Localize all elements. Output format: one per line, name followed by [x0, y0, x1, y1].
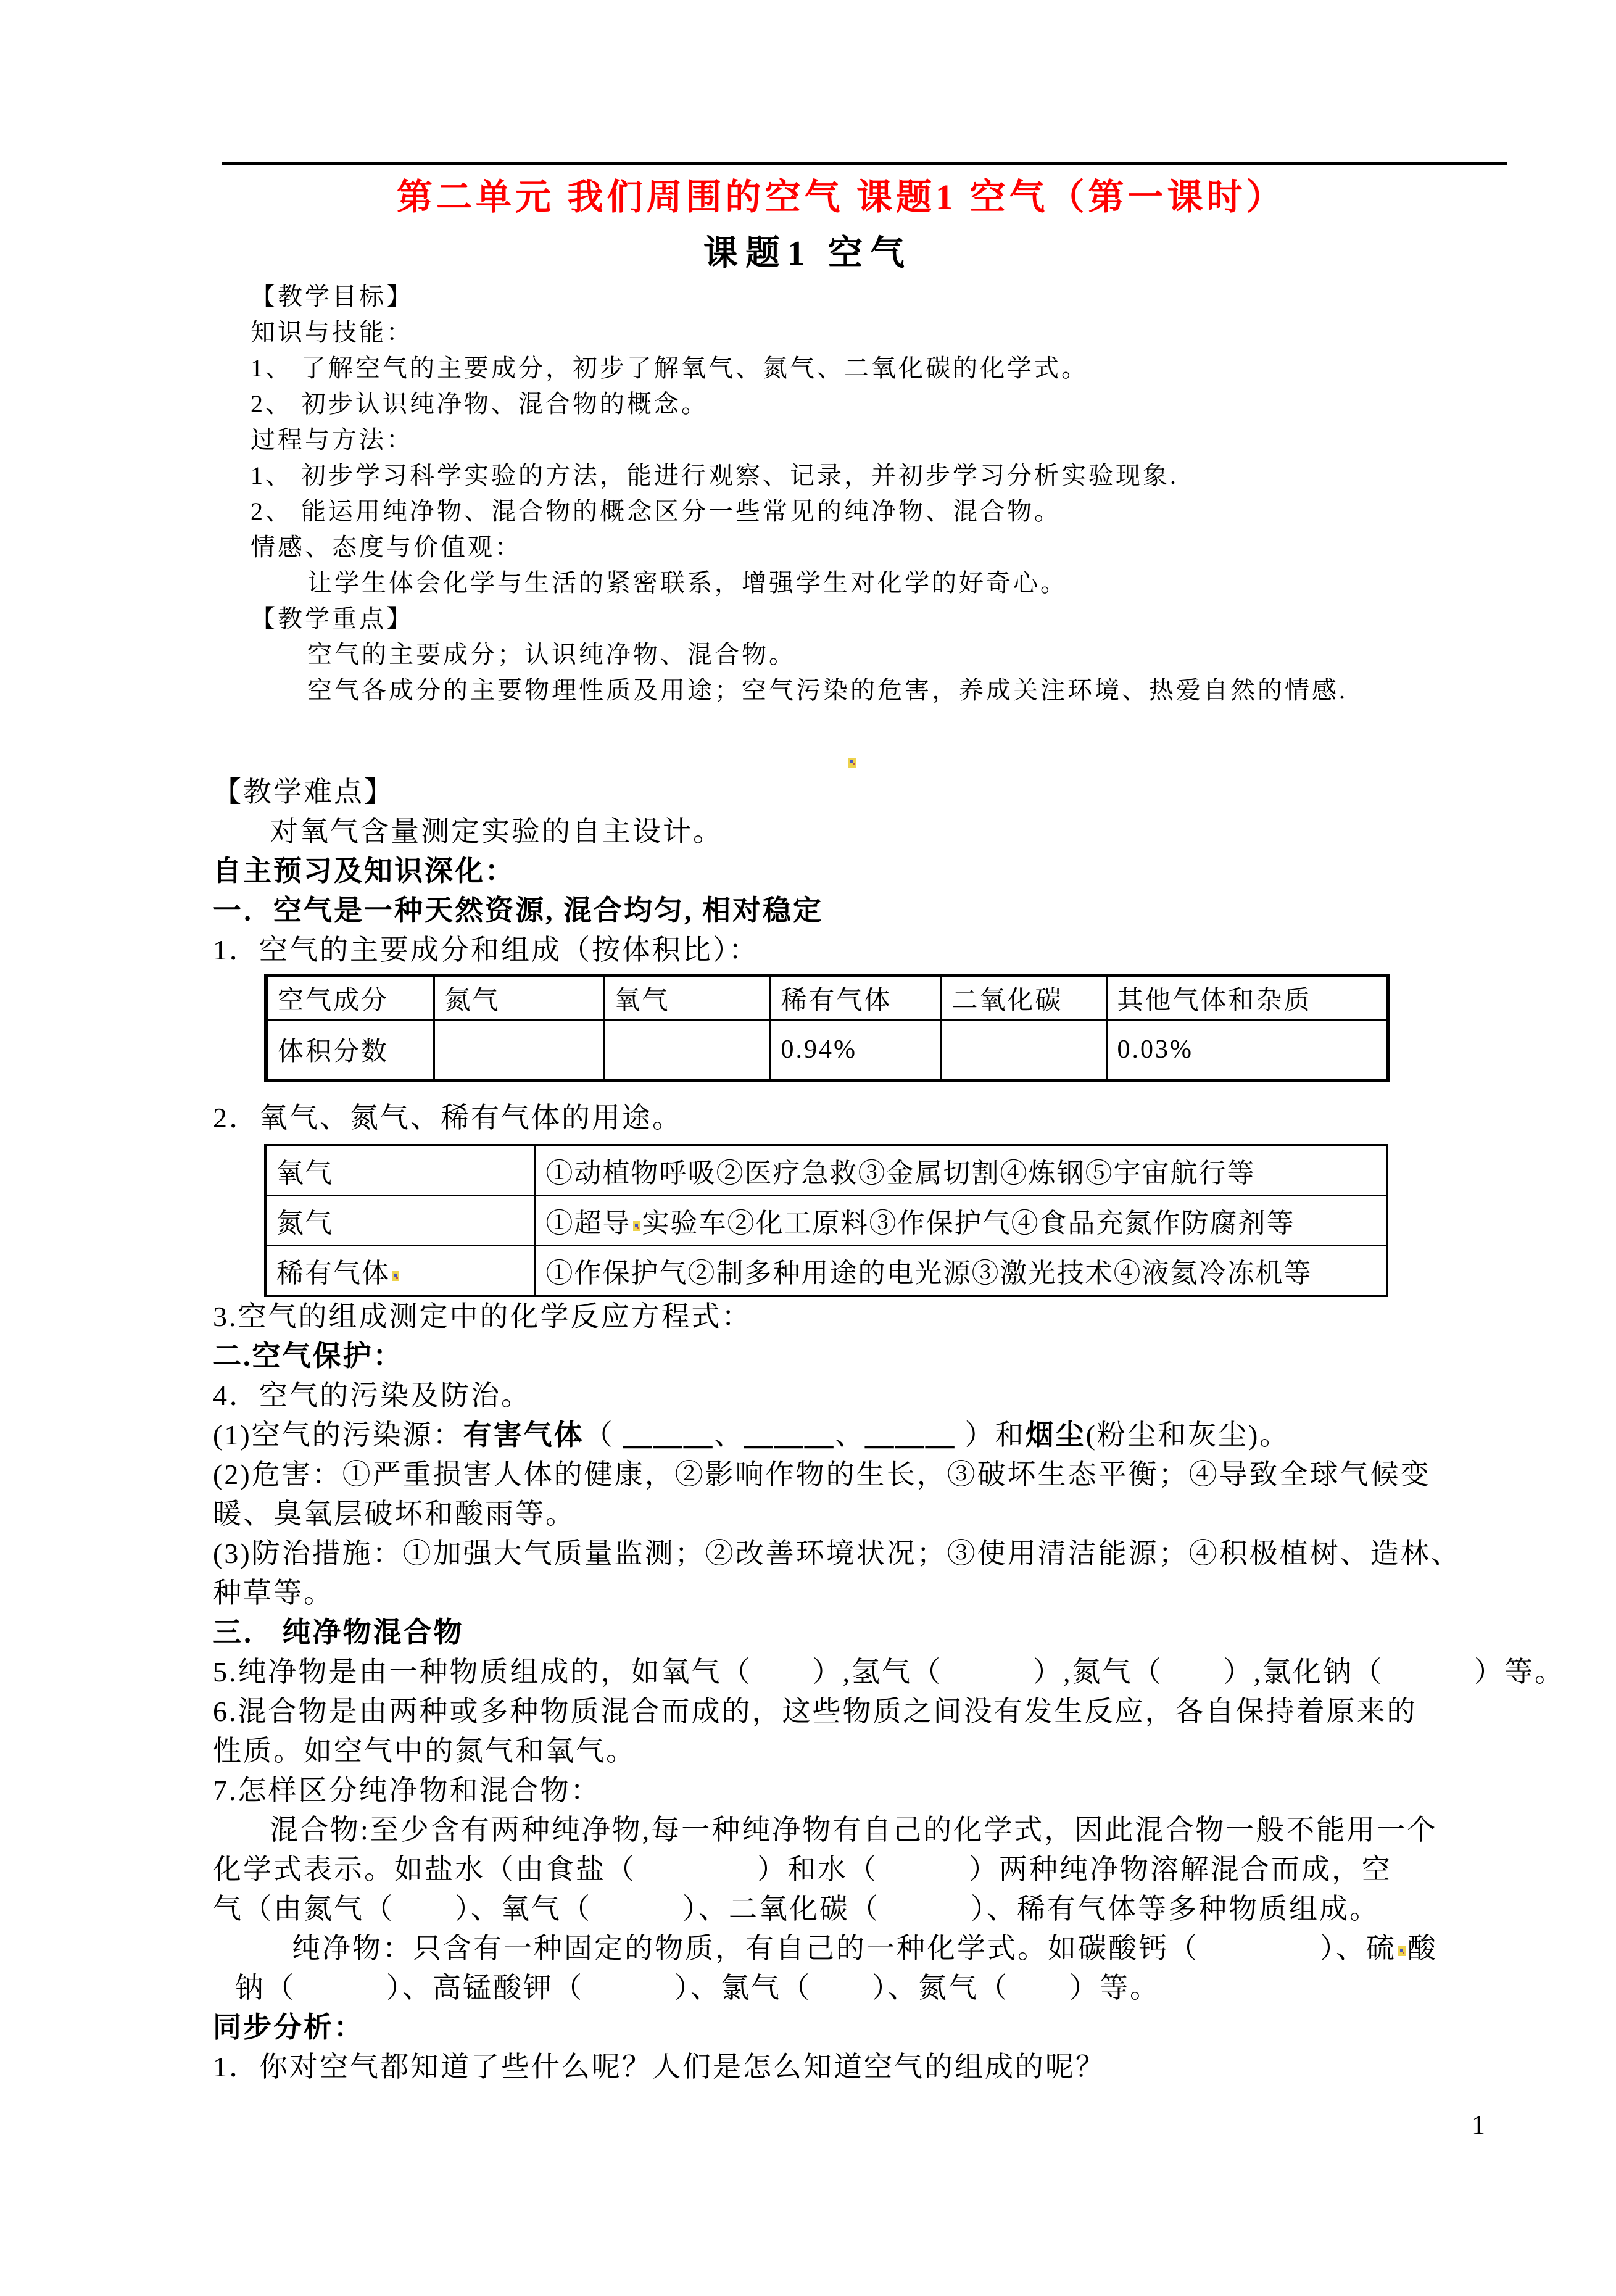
text-run: 1．你对空气都知道了些什么呢？人们是怎么知道空气的组成的呢？ — [213, 2051, 1106, 2083]
text-run: 让学生体会化学与生活的紧密联系，增强学生对化学的好奇心。 — [307, 569, 1067, 597]
text-line — [213, 2047, 1565, 2087]
value-cell: 0.03% — [1106, 1020, 1388, 1080]
text-line — [213, 1929, 1565, 1968]
text-run: 2．氧气、氮气、稀有气体的用途。 — [213, 1102, 682, 1133]
text-run: 知识与技能： — [251, 318, 413, 346]
text-line — [213, 1455, 1565, 1494]
text-run: 二.空气保护： — [213, 1340, 404, 1372]
text-run: ①作保护气②制多种用途的电光源③激光技术④液氦冷冻机等 — [545, 1258, 1312, 1288]
text-run: 空气的主要成分；认识纯净物、混合物。 — [307, 640, 796, 668]
gas-name-cell — [265, 1145, 535, 1196]
text-run: ＿＿＿ — [623, 1419, 715, 1451]
text-run: 性质。如空气中的氮气和氧气。 — [213, 1735, 636, 1767]
text-line — [213, 1534, 1565, 1573]
header-cell: 其他气体和杂质 — [1106, 976, 1388, 1020]
text-line — [251, 565, 1348, 601]
text-line — [213, 1771, 1565, 1810]
text-run: 化学式表示。如盐水（由食盐（ ）和水（ ）两种纯净物溶解混合而成，空 — [213, 1854, 1392, 1885]
text-run: 自主预习及知识深化： — [213, 855, 515, 887]
text-line — [213, 1889, 1565, 1929]
text-line — [213, 852, 823, 891]
header-cell: 氧气 — [603, 976, 770, 1020]
gas-name-cell — [265, 1196, 535, 1246]
text-line — [213, 1613, 1565, 1652]
text-run: 对氧气含量测定实验的自主设计。 — [270, 816, 723, 847]
text-line — [213, 1810, 1565, 1850]
text-run: 【教学难点】 — [213, 776, 394, 808]
text-line — [213, 1731, 1565, 1771]
text-run: 实验车②化工原料③作保护气④食品充氮作防腐剂等 — [642, 1208, 1295, 1238]
text-run: 同步分析： — [213, 2012, 364, 2043]
page-number: 1 — [1472, 2110, 1485, 2140]
text-run: 烟尘 — [1025, 1419, 1086, 1451]
text-run: 7.怎样区分纯净物和混合物： — [213, 1775, 601, 1806]
text-run: 氧气 — [276, 1158, 333, 1188]
text-run: 6.混合物是由两种或多种物质混合而成的，这些物质之间没有发生反应，各自保持着原来的 — [213, 1696, 1417, 1727]
text-line — [213, 773, 823, 812]
uses-table-body — [265, 1145, 1387, 1296]
text-run: 有害气体 — [463, 1419, 584, 1451]
text-line — [213, 1850, 1565, 1889]
text-run: 纯净物：只含有一种固定的物质，有自己的一种化学式。如碳酸钙（ ）、硫 — [292, 1933, 1396, 1964]
text-run: (粉尘和灰尘)。 — [1085, 1419, 1290, 1451]
text-run: ＿＿＿ — [744, 1419, 835, 1451]
text-line — [213, 1652, 1565, 1692]
text-line — [213, 1337, 1565, 1376]
text-line — [213, 1573, 1565, 1613]
text-run: ）和 — [956, 1419, 1026, 1451]
text-run: 1、 初步学习科学实验的方法，能进行观察、记录，并初步学习分析实验现象. — [251, 462, 1179, 489]
text-line — [251, 315, 1348, 350]
text-run: 过程与方法： — [251, 426, 413, 454]
value-cell — [434, 1020, 603, 1080]
text-run: 氮气 — [276, 1208, 333, 1238]
paste-artifact-mark — [392, 1271, 399, 1281]
text-run: 3.空气的组成测定中的化学反应方程式： — [213, 1301, 752, 1332]
gas-uses-cell — [535, 1196, 1387, 1246]
text-run: 1、 了解空气的主要成分，初步了解氧气、氮气、二氧化碳的化学式。 — [251, 354, 1088, 382]
composition-table — [264, 974, 1390, 1082]
text-line — [251, 279, 1348, 315]
uses-table-row — [265, 1246, 1387, 1296]
text-run: （ — [584, 1419, 624, 1451]
main-content-block — [213, 1297, 1565, 2087]
teaching-difficulty-block — [213, 773, 823, 970]
text-run: ①超导 — [545, 1208, 631, 1238]
paste-artifact-mark — [1398, 1946, 1406, 1956]
text-line — [251, 529, 1348, 565]
text-line — [251, 637, 1348, 673]
text-run: 酸 — [1407, 1933, 1438, 1964]
text-run: 三． 纯净物混合物 — [213, 1617, 464, 1648]
header-cell: 空气成分 — [266, 976, 434, 1020]
text-line — [213, 1968, 1565, 2008]
text-line — [251, 350, 1348, 386]
text-run: 5.纯净物是由一种物质组成的，如氧气（ ）,氢气（ ）,氮气（ ）,氯化钠（ ）等。 — [213, 1656, 1565, 1688]
text-line — [213, 1376, 1565, 1415]
text-run: 空气各成分的主要物理性质及用途；空气污染的危害，养成关注环境、热爱自然的情感. — [307, 676, 1348, 704]
uses-heading-block — [213, 1098, 682, 1138]
text-run: 混合物:至少含有两种纯净物,每一种纯净物有自己的化学式，因此混合物一般不能用一个 — [270, 1814, 1438, 1846]
text-run: 种草等。 — [213, 1577, 334, 1609]
composition-table-header-row — [266, 976, 1388, 1020]
text-run: ①动植物呼吸②医疗急救③金属切割④炼钢⑤宇宙航行等 — [545, 1158, 1256, 1188]
text-run: (2)危害：①严重损害人体的健康，②影响作物的生长，③破坏生态平衡；④导致全球气候变 — [213, 1459, 1431, 1490]
text-line — [251, 494, 1348, 529]
paste-artifact-mark — [633, 1221, 640, 1231]
text-run: 2、 能运用纯净物、混合物的概念区分一些常见的纯净物、混合物。 — [251, 497, 1061, 525]
text-run: 情感、态度与价值观： — [251, 533, 522, 561]
value-cell — [941, 1020, 1106, 1080]
text-line — [213, 1692, 1565, 1731]
header-cell: 二氧化碳 — [941, 976, 1106, 1020]
text-run: 、 — [714, 1419, 745, 1451]
text-run: 一．空气是一种天然资源, 混合均匀, 相对稳定 — [213, 895, 823, 926]
text-run: 稀有气体 — [276, 1258, 390, 1288]
text-run: 钠（ ）、高锰酸钾（ ）、氯气（ ）、氮气（ ）等。 — [235, 1972, 1160, 2004]
text-line — [213, 1098, 682, 1138]
text-run: 1．空气的主要成分和组成（按体积比）： — [213, 934, 759, 966]
text-run: 【教学重点】 — [251, 605, 413, 632]
text-line — [251, 673, 1348, 708]
text-run: 2、 初步认识纯净物、混合物的概念。 — [251, 390, 708, 418]
gas-uses-cell — [535, 1145, 1387, 1196]
header-rule — [222, 162, 1507, 165]
text-run: (3)防治措施：①加强大气质量监测；②改善环境状况；③使用清洁能源；④积极植树、造林、 — [213, 1538, 1461, 1569]
text-line — [213, 1494, 1565, 1534]
text-line — [213, 1415, 1565, 1455]
text-line — [251, 601, 1348, 637]
text-line — [251, 422, 1348, 458]
header-cell: 稀有气体 — [770, 976, 941, 1020]
unit-title: 第二单元 我们周围的空气 课题1 空气（第一课时） — [397, 177, 1286, 217]
text-line — [213, 930, 823, 970]
uses-table-row — [265, 1196, 1387, 1246]
text-line — [251, 458, 1348, 494]
value-cell: 0.94% — [770, 1020, 941, 1080]
gas-name-cell — [265, 1246, 535, 1296]
gas-uses-cell — [535, 1246, 1387, 1296]
text-run: 4．空气的污染及防治。 — [213, 1380, 531, 1411]
text-run: 暖、臭氧层破坏和酸雨等。 — [213, 1498, 576, 1530]
lesson-title: 课题1 空气 — [703, 234, 912, 273]
text-run: ＿＿＿ — [865, 1419, 956, 1451]
row-label-cell: 体积分数 — [266, 1020, 434, 1080]
text-run: 、 — [835, 1419, 866, 1451]
text-line — [213, 1297, 1565, 1337]
text-line — [213, 2008, 1565, 2047]
text-run: 气（由氮气（ ）、氧气（ ）、二氧化碳（ ）、稀有气体等多种物质组成。 — [213, 1893, 1380, 1925]
text-run: 【教学目标】 — [251, 283, 413, 310]
value-cell — [603, 1020, 770, 1080]
header-cell: 氮气 — [434, 976, 603, 1020]
teaching-objectives-block — [251, 279, 1348, 708]
text-line — [213, 891, 823, 930]
text-line — [213, 812, 823, 852]
text-run: (1)空气的污染源： — [213, 1419, 463, 1451]
text-line — [251, 386, 1348, 422]
uses-table-row — [265, 1145, 1387, 1196]
uses-table — [264, 1144, 1388, 1297]
paste-artifact-mark — [848, 758, 856, 768]
composition-table-value-row — [266, 1020, 1388, 1080]
